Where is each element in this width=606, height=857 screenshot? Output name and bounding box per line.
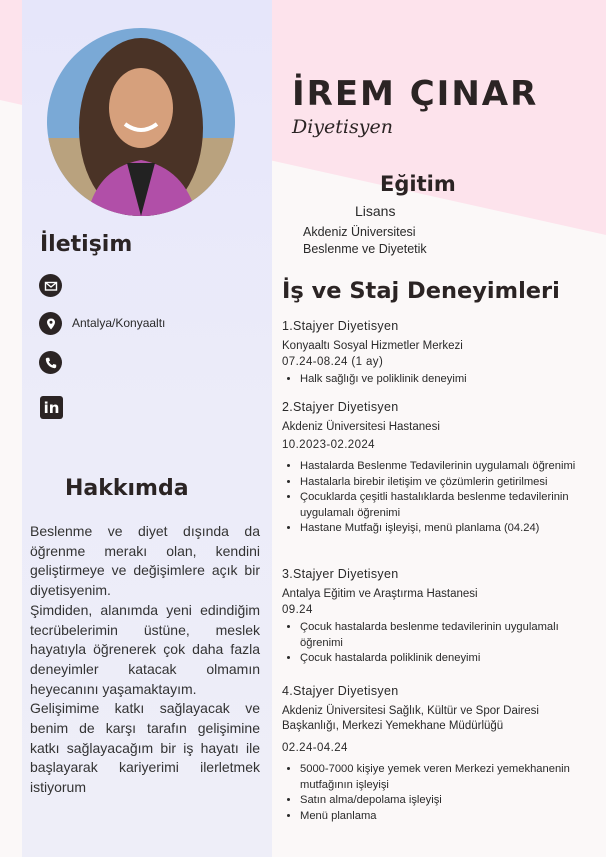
- list-item: • Hastane Mutfağı işleyişi, menü planlama (04.24): [300, 521, 582, 537]
- about-paragraph: Beslenme ve diyet dışında da öğrenme merakı olan, kendini geliştirmeye ve değişimlere açık bir diyetisyenim.: [30, 523, 260, 599]
- location-icon: [39, 312, 62, 335]
- profile-photo: [47, 28, 235, 216]
- list-item: • Hastalarla birebir iletişim ve çözümlerin getirilmesi: [300, 475, 582, 491]
- list-item: • Çocuk hastalarda beslenme tedavilerinin uygulamalı öğrenimi: [300, 620, 582, 651]
- job-entry-title: 4.Stajyer Diyetisyen: [282, 684, 399, 698]
- person-name: İREM ÇINAR: [292, 74, 539, 114]
- email-icon[interactable]: [39, 274, 62, 297]
- job-entry-date: 02.24-04.24: [282, 742, 348, 754]
- job-title: Diyetisyen: [292, 116, 393, 138]
- list-item: • Satın alma/depolama işleyişi: [300, 793, 582, 809]
- job-entry-title: 1.Stajyer Diyetisyen: [282, 319, 399, 333]
- list-item: • Çocuk hastalarda poliklinik deneyimi: [300, 651, 582, 667]
- about-paragraph: Gelişimime katkı sağlayacak ve benim de karşı tarafın gelişimine katkı sağlayacağım bir iş hayatı ile başlayarak kariyerimi ilerletmek istiyorum: [30, 700, 260, 796]
- about-text: [30, 522, 260, 798]
- education-department: Beslenme ve Diyetetik: [303, 242, 427, 256]
- job-entry: [282, 400, 582, 537]
- job-entry: [282, 684, 582, 824]
- job-entry-date: 07.24-08.24 (1 ay): [282, 356, 384, 368]
- job-entry-title: 3.Stajyer Diyetisyen: [282, 567, 399, 581]
- about-paragraph: Şimdiden, alanımda yeni edindiğim tecrübelerimin üstüne, meslek hayatıyla öğrenerek çok daha fazla deneyimler katacak olmamın heyecanını yaşamaktayım.: [30, 601, 260, 697]
- job-entry-org: Akdeniz Üniversitesi Sağlık, Kültür ve Spor Dairesi Başkanlığı, Merkezi Yemekhane Müdürlüğü: [282, 705, 539, 732]
- job-entry-list: [282, 620, 582, 667]
- contact-heading: İletişim: [40, 232, 133, 257]
- phone-icon[interactable]: [39, 351, 62, 374]
- job-entry: [282, 567, 582, 667]
- list-item: • Menü planlama: [300, 809, 582, 825]
- education-degree: Lisans: [355, 203, 396, 219]
- job-entry-list: [282, 762, 582, 824]
- location-text: Antalya/Konyaaltı: [72, 316, 166, 330]
- education-details: [303, 224, 427, 258]
- list-item: • Hastalarda Beslenme Tedavilerinin uygulamalı öğrenimi: [300, 459, 582, 475]
- job-entry-org: Konyaaltı Sosyal Hizmetler Merkezi: [282, 340, 463, 352]
- job-entry-date: 09.24: [282, 604, 313, 616]
- linkedin-icon[interactable]: in: [40, 396, 63, 419]
- job-entry-list: [282, 372, 582, 388]
- job-entry-title: 2.Stajyer Diyetisyen: [282, 400, 399, 414]
- experience-heading: İş ve Staj Deneyimleri: [282, 278, 560, 304]
- education-heading: Eğitim: [380, 172, 456, 196]
- list-item: • Halk sağlığı ve poliklinik deneyimi: [300, 372, 582, 388]
- list-item: • 5000-7000 kişiye yemek veren Merkezi yemekhanenin mutfağının işleyişi: [300, 762, 582, 793]
- job-entry-org: Antalya Eğitim ve Araştırma Hastanesi: [282, 588, 478, 600]
- job-entry: [282, 319, 582, 388]
- list-item: • Çocuklarda çeşitli hastalıklarda beslenme tedavilerinin uygulamalı öğrenimi: [300, 490, 582, 521]
- about-heading: Hakkımda: [65, 476, 189, 501]
- job-entry-list: [282, 459, 582, 537]
- education-school: Akdeniz Üniversitesi: [303, 225, 416, 239]
- job-entry-org: Akdeniz Üniversitesi Hastanesi: [282, 421, 440, 433]
- job-entry-date: 10.2023-02.2024: [282, 439, 375, 451]
